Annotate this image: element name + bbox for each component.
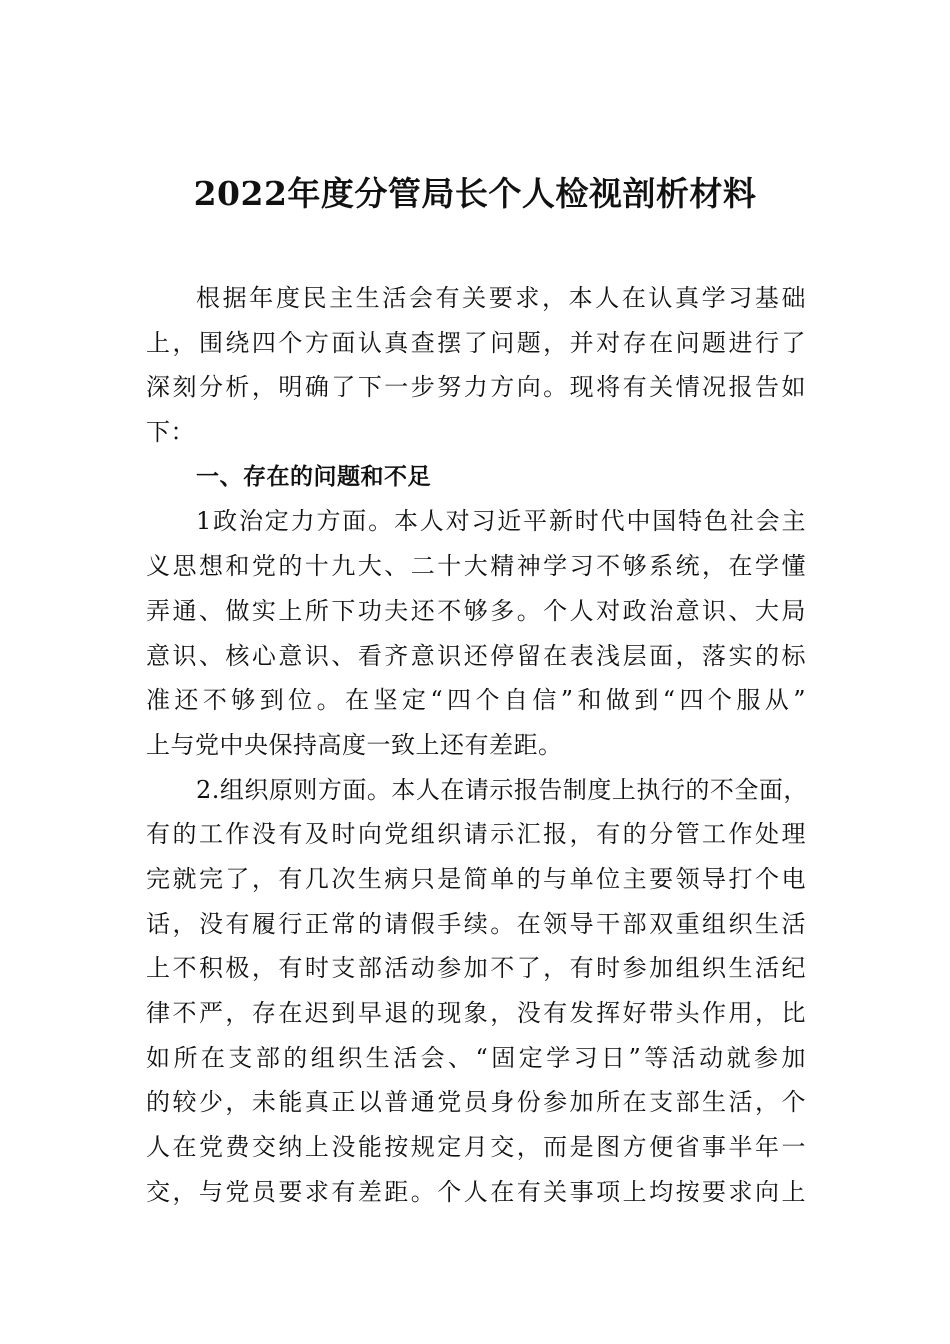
paragraph-political-line: 1政治定力方面。本人对习近平新时代中国特色社会主 (196, 507, 806, 536)
paragraph-organization-line: 完就完了，有几次生病只是简单的与单位主要领导打个电 (146, 864, 806, 893)
paragraph-organization-line: 交，与党员要求有差距。个人在有关事项上均按要求向上 (146, 1177, 806, 1206)
section-heading: 一、存在的问题和不足 (196, 463, 431, 490)
paragraph-intro-line: 深刻分析，明确了下一步努力方向。现将有关情况报告如 (146, 373, 806, 402)
paragraph-organization-line: 有的工作没有及时向党组织请示汇报，有的分管工作处理 (146, 820, 806, 849)
document-body (146, 276, 816, 1214)
paragraph-political-line: 意识、核心意识、看齐意识还停留在表浅层面，落实的标 (146, 641, 806, 670)
paragraph-intro-line: 下： (146, 418, 195, 447)
paragraph-political-line: 上与党中央保持高度一致上还有差距。 (146, 730, 563, 759)
paragraph-organization-line: 2.组织原则方面。本人在请示报告制度上执行的不全面， (196, 775, 808, 804)
paragraph-organization-line: 律不严，存在迟到早退的现象，没有发挥好带头作用，比 (146, 999, 806, 1027)
paragraph-political-line: 义思想和党的十九大、二十大精神学习不够系统，在学懂 (146, 552, 806, 581)
paragraph-organization-line: 如所在支部的组织生活会、“固定学习日”等活动就参加 (146, 1043, 806, 1072)
paragraph-organization-line: 上不积极，有时支部活动参加不了，有时参加组织生活纪 (146, 954, 806, 983)
paragraph-political-line: 准还不够到位。在坚定“四个自信”和做到“四个服从” (146, 686, 806, 715)
paragraph-political-line: 弄通、做实上所下功夫还不够多。个人对政治意识、大局 (146, 596, 806, 625)
paragraph-intro-line: 根据年度民主生活会有关要求，本人在认真学习基础 (196, 284, 806, 312)
paragraph-organization-line: 话，没有履行正常的请假手续。在领导干部双重组织生活 (146, 909, 806, 938)
document-title: 2022年度分管局长个人检视剖析材料 (193, 174, 757, 213)
paragraph-intro-line: 上，围绕四个方面认真查摆了问题，并对存在问题进行了 (146, 328, 806, 357)
paragraph-organization-line: 人在党费交纳上没能按规定月交，而是图方便省事半年一 (146, 1133, 806, 1162)
paragraph-organization-line: 的较少，未能真正以普通党员身份参加所在支部生活，个 (146, 1088, 806, 1117)
